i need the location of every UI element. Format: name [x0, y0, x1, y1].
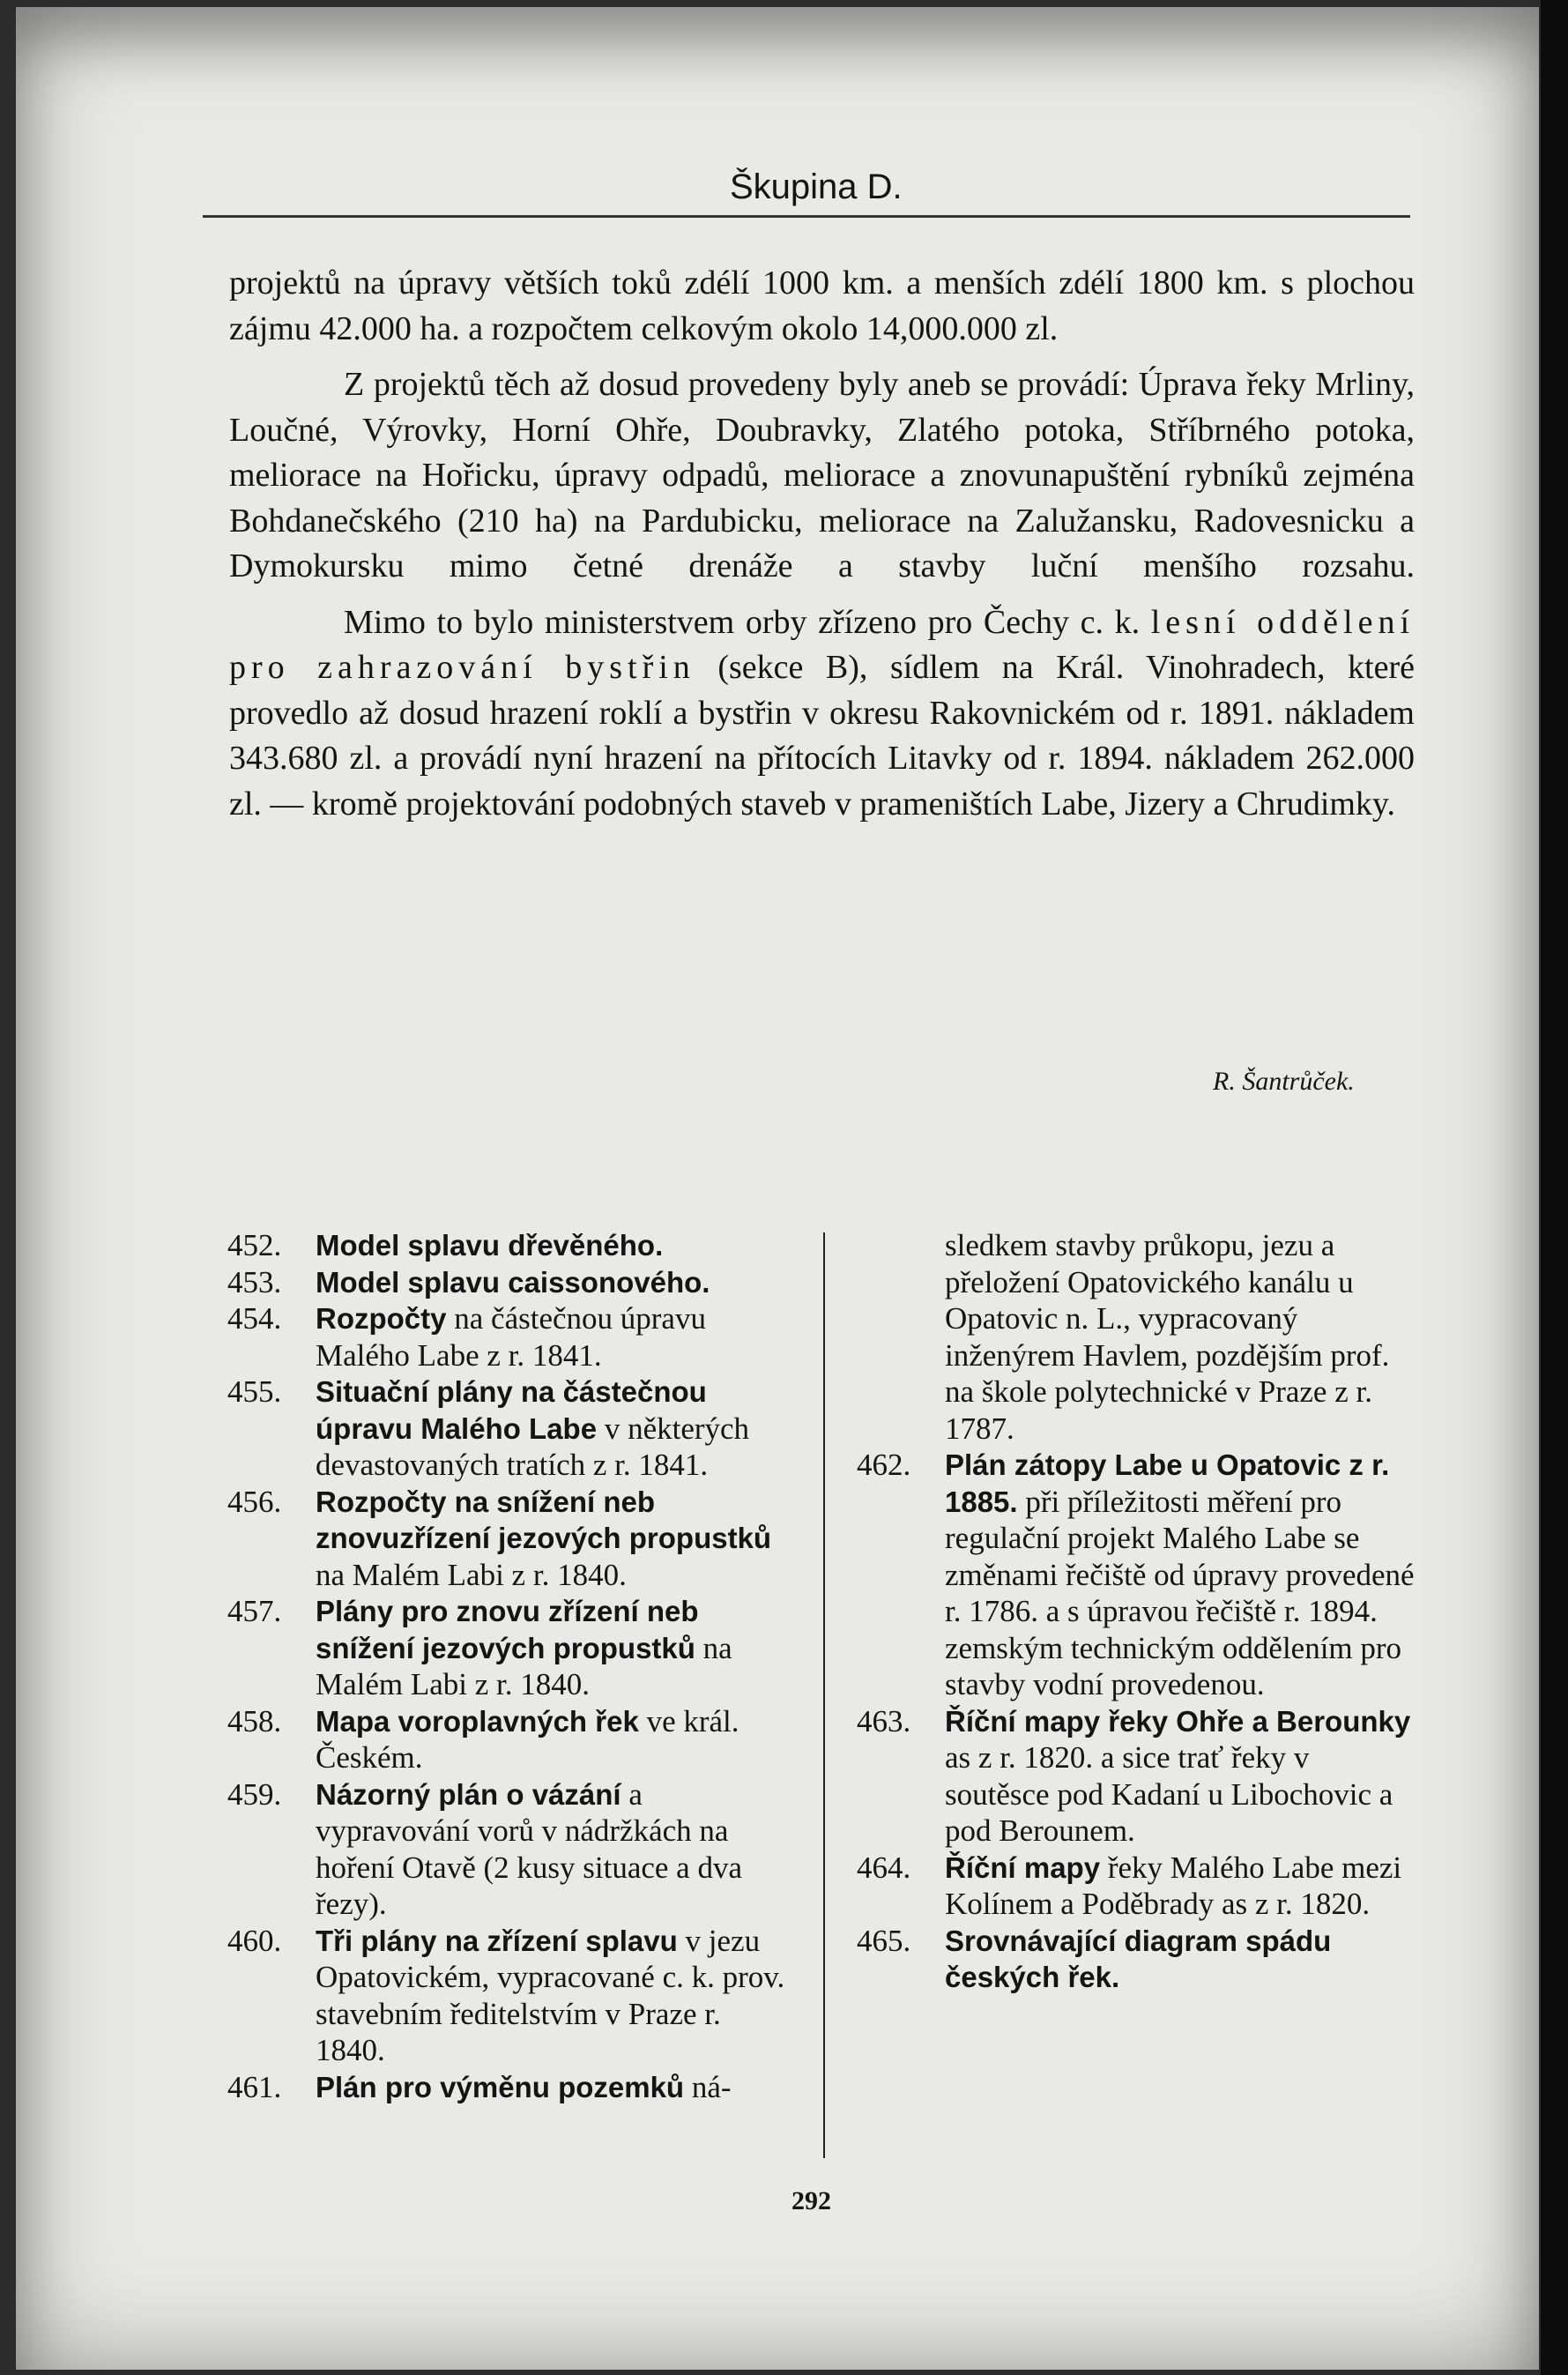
entry-number: 462.	[857, 1448, 911, 1482]
column-divider	[823, 1232, 825, 2158]
catalog-entry	[857, 1923, 1419, 1996]
entry-title: Říční mapy řeky Ohře a Berounky	[945, 1704, 1411, 1738]
entry-number: 463.	[857, 1703, 911, 1738]
entry-title: Plán pro výměnu pozemků	[316, 2070, 685, 2103]
entry-title: Model splavu caissonového.	[316, 1265, 710, 1299]
entry-text: v jezu Opatovickém, vypracované c. k. prov. stavebním ředitelstvím v Praze r. 1840.	[316, 1923, 785, 2067]
entry-text: ná-	[684, 2069, 732, 2104]
entry-text: na Malém Labi z r. 1840.	[316, 1630, 732, 1701]
entry-number: 465.	[857, 1923, 911, 1958]
catalog-entry	[227, 1484, 796, 1594]
catalog-entry	[227, 1227, 796, 1264]
entry-title: Rozpočty na snížení neb znovuzřízení jezových propustků	[316, 1485, 772, 1554]
catalog-left-column	[227, 1227, 796, 2105]
entry-number: 453.	[227, 1264, 282, 1299]
paragraph-3-start: Mimo to bylo ministerstvem orby zřízeno pro Čechy c. k.	[344, 603, 1141, 641]
entry-continuation: sledkem stavby průkopu, jezu a přeložení Opatovického kanálu u Opatovic n. L., vypracovaný inženýrem Havlem, pozdějším prof. na škole polytechnické v Praze z r. 1787.	[945, 1228, 1390, 1446]
entry-title: Mapa voroplavných řek	[316, 1704, 639, 1738]
entry-text: a vypravování vorů v nádržkách na hoření Otavě (2 kusy situace a dva řezy).	[316, 1776, 743, 1921]
catalog-entry	[857, 1703, 1419, 1850]
entry-text: ve král. Českém.	[316, 1703, 739, 1775]
paragraph-3	[229, 600, 1415, 828]
entry-number: 452.	[227, 1228, 282, 1262]
catalog-entry	[227, 1593, 796, 1703]
entry-number: 460.	[227, 1923, 282, 1958]
entry-title: Model splavu dřevěného.	[316, 1229, 664, 1262]
entry-text: v některých devastovaných tratích z r. 1841.	[316, 1411, 750, 1482]
catalog-entry	[857, 1850, 1419, 1923]
body-text	[229, 261, 1415, 827]
entry-number: 457.	[227, 1594, 282, 1628]
paragraph-3-spaced: lesní oddělení pro zahrazování bystřin	[229, 603, 1416, 686]
entry-title: Situační plány na částečnou úpravu Malého Labe	[316, 1375, 707, 1445]
entry-title: Názorný plán o vázání	[316, 1777, 621, 1811]
scan-edge	[1541, 0, 1568, 2375]
entry-number: 464.	[857, 1850, 911, 1885]
author-signature: R. Šantrůček.	[1213, 1067, 1355, 1096]
entry-title: Tři plány na zřízení splavu	[316, 1924, 678, 1957]
catalog-entry	[227, 1703, 796, 1776]
entry-text: na Malém Labi z r. 1840.	[316, 1557, 627, 1592]
entry-number: 459.	[227, 1776, 282, 1812]
catalog-entry	[227, 1923, 796, 2069]
catalog-entry	[227, 1776, 796, 1923]
catalog-entry	[227, 2069, 796, 2106]
catalog-right-column	[857, 1227, 1419, 1996]
entry-number: 461.	[227, 2069, 282, 2104]
paragraph-1: projektů na úpravy větších toků zdélí 1000 km. a menších zdélí 1800 km. s plochou zájmu 42.000 ha. a rozpočtem celkovým okolo 14,000.000 zl.	[229, 264, 1415, 347]
catalog-entry	[227, 1300, 796, 1374]
catalog-entry	[227, 1374, 796, 1484]
entry-text: na částečnou úpravu Malého Labe z r. 1841.	[316, 1301, 706, 1373]
paragraph-3-end: (sekce B), sídlem na Král. Vinohradech, které provedlo až dosud hrazení roklí a bystřin v okresu Rakovnickém od r. 1891. nákladem 343.680 zl. a provádí nyní hrazení na přítocích Litavky od r. 1894. nákladem 262.000 zl. — kromě projektování podobných staveb v prameništích Labe, Jizery a Chrudimky.	[229, 649, 1415, 823]
entry-title: Srovnávající diagram spádu českých řek.	[945, 1924, 1332, 1993]
entry-number: 455.	[227, 1374, 282, 1409]
entry-title: Rozpočty	[316, 1302, 447, 1335]
entry-title: Říční mapy	[945, 1850, 1101, 1884]
running-header: Škupina D.	[730, 168, 903, 206]
entry-text: řeky Malého Labe mezi Kolínem a Poděbrady as z r. 1820.	[945, 1850, 1402, 1921]
page-number: 292	[791, 2186, 831, 2215]
entry-title: Plán zátopy Labe u Opatovic z r. 1885.	[945, 1448, 1390, 1518]
catalog-entry	[227, 1264, 796, 1301]
entry-text: as z r. 1820. a sice trať řeky v soutěsce pod Kadaní u Libochovic a pod Berounem.	[945, 1740, 1393, 1848]
entry-number: 454.	[227, 1301, 282, 1336]
entry-number: 458.	[227, 1703, 282, 1738]
paragraph-2: Z projektů těch až dosud provedeny byly aneb se provádí: Úprava řeky Mrliny, Loučné, Výrovky, Horní Ohře, Doubravky, Zlatého potoka, Stříbrného potoka, meliorace na Hořicku, úpravy odpadů, meliorace a znovunapuštění rybníků zejména Bohdanečského (210 ha) na Pardubicku, meliorace na Zalužansku, Radovesnicku a Dymokursku mimo četné drenáže a stavby luční menšího rozsahu.	[229, 366, 1415, 584]
header-rule	[203, 215, 1410, 218]
catalog-entry	[857, 1447, 1419, 1703]
entry-title: Plány pro znovu zřízení neb snížení jezových propustků	[316, 1595, 699, 1664]
entry-number: 456.	[227, 1484, 282, 1519]
entry-text: při příležitosti měření pro regulační projekt Malého Labe se změnami řečiště od úpravy provedené r. 1786. a s úpravou řečiště r. 1894. zemským technickým oddělením pro stavby vodní provedenou.	[945, 1484, 1415, 1701]
